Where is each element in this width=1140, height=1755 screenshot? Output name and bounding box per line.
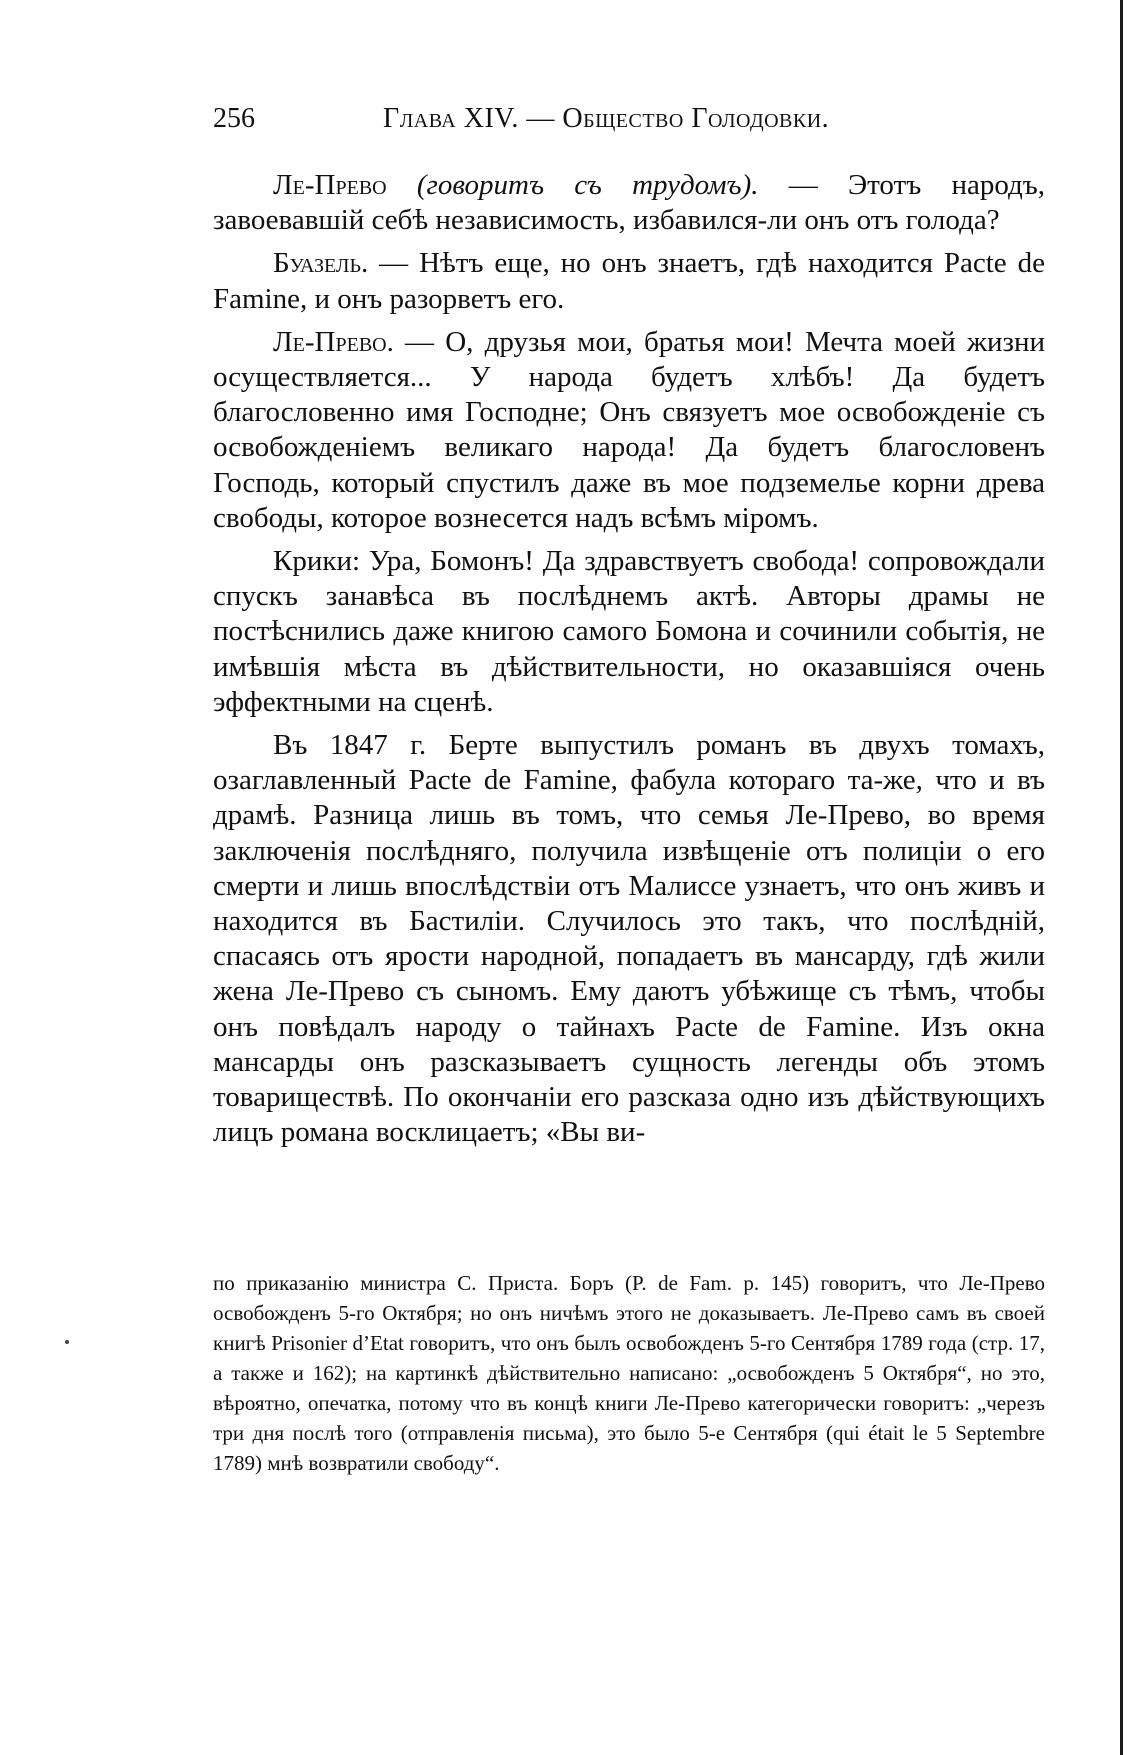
page-edge-rule xyxy=(1120,0,1123,1755)
speech-text: — Нѣтъ еще, но онъ знаетъ, гдѣ находится Pacte de Famine, и онъ разорветъ его. xyxy=(213,247,1045,315)
footnote: по приказанію министра С. Приста. Боръ (P. de Fam. p. 145) говоритъ, что Ле-Прево освобожденъ 5-го Октября; но онъ ничѣмъ этого не доказываетъ. Ле-Прево самъ въ своей книгѣ Prisonier d’Etat говоритъ, что онъ былъ освобожденъ 5-го Сентября 1789 года (стр. 17, а также и 162); на картинкѣ дѣйствительно написано: „освобожденъ 5 Октября“, но это, вѣроятно, опечатка, потому что въ концѣ книги Ле-Прево категорически говоритъ: „черезъ три дня послѣ того (отправленія письма), это было 5-е Сентября (qui était le 5 Septembre 1789) мнѣ возвратили свободу“. xyxy=(213,1271,1045,1475)
paragraph-leprevo-question xyxy=(213,168,1045,238)
speaker-name: Буазель. xyxy=(273,247,369,280)
speaker-name: Ле-Прево xyxy=(273,169,387,201)
running-head: Глава XIV. — Общество Голодовки. xyxy=(383,103,830,134)
speaker-name: Ле-Прево. xyxy=(273,325,394,358)
body-text xyxy=(213,168,1045,1158)
page-number: 256 xyxy=(213,103,255,134)
margin-mark xyxy=(65,1340,69,1344)
paragraph-buazel-reply xyxy=(213,246,1045,316)
page-header xyxy=(213,103,1045,143)
speech-text: — Этотъ народъ, завоевавшій себѣ независимость, избавился-ли онъ отъ голода? xyxy=(213,169,1046,237)
stage-direction: (говоритъ съ трудомъ). xyxy=(416,169,759,201)
paragraph-novel-1847: Въ 1847 г. Берте выпустилъ романъ въ двухъ томахъ, озаглавленный Pacte de Famine, фабула котораго та-же, что и въ драмѣ. Разница лишь въ томъ, что семья Ле-Прево, во время заключенія послѣдняго, получила извѣщеніе отъ полиціи о его смерти и лишь впослѣдствіи отъ Малиссе узнаетъ, что онъ живъ и находится въ Бастиліи. Случилось это такъ, что послѣдній, спасаясь отъ ярости народной, попадаетъ въ мансарду, гдѣ жили жена Ле-Прево съ сыномъ. Ему даютъ убѣжище съ тѣмъ, чтобы онъ повѣдалъ народу о тайнахъ Pacte de Famine. Изъ окна мансарды онъ разсказываетъ сущность легенды объ этомъ товариществѣ. По окончаніи его разсказа одно изъ дѣйствующихъ лицъ романа восклицаетъ; «Вы ви- xyxy=(213,729,1045,1149)
paragraph-leprevo-speech xyxy=(213,325,1045,536)
speech-text: — О, друзья мои, братья мои! Мечта моей жизни осуществляется... У народа будетъ хлѣбъ! Да будетъ благословенно имя Господне; Онъ связуетъ мое освобожденіе съ освобожденіемъ великаго народа! Да будетъ благословенъ Господь, который спустилъ даже въ мое подземелье корни древа свободы, которое вознесется надъ всѣмъ міромъ. xyxy=(213,325,1045,534)
paragraph-cries: Крики: Ура, Бомонъ! Да здравствуетъ свобода! сопровождали спускъ занавѣса въ послѣднемъ актѣ. Авторы драмы не постѣснились даже книгою самого Бомона и сочинили событія, не имѣвшія мѣста въ дѣйствительности, но оказавшіяся очень эффектными на сценѣ. xyxy=(213,545,1045,718)
